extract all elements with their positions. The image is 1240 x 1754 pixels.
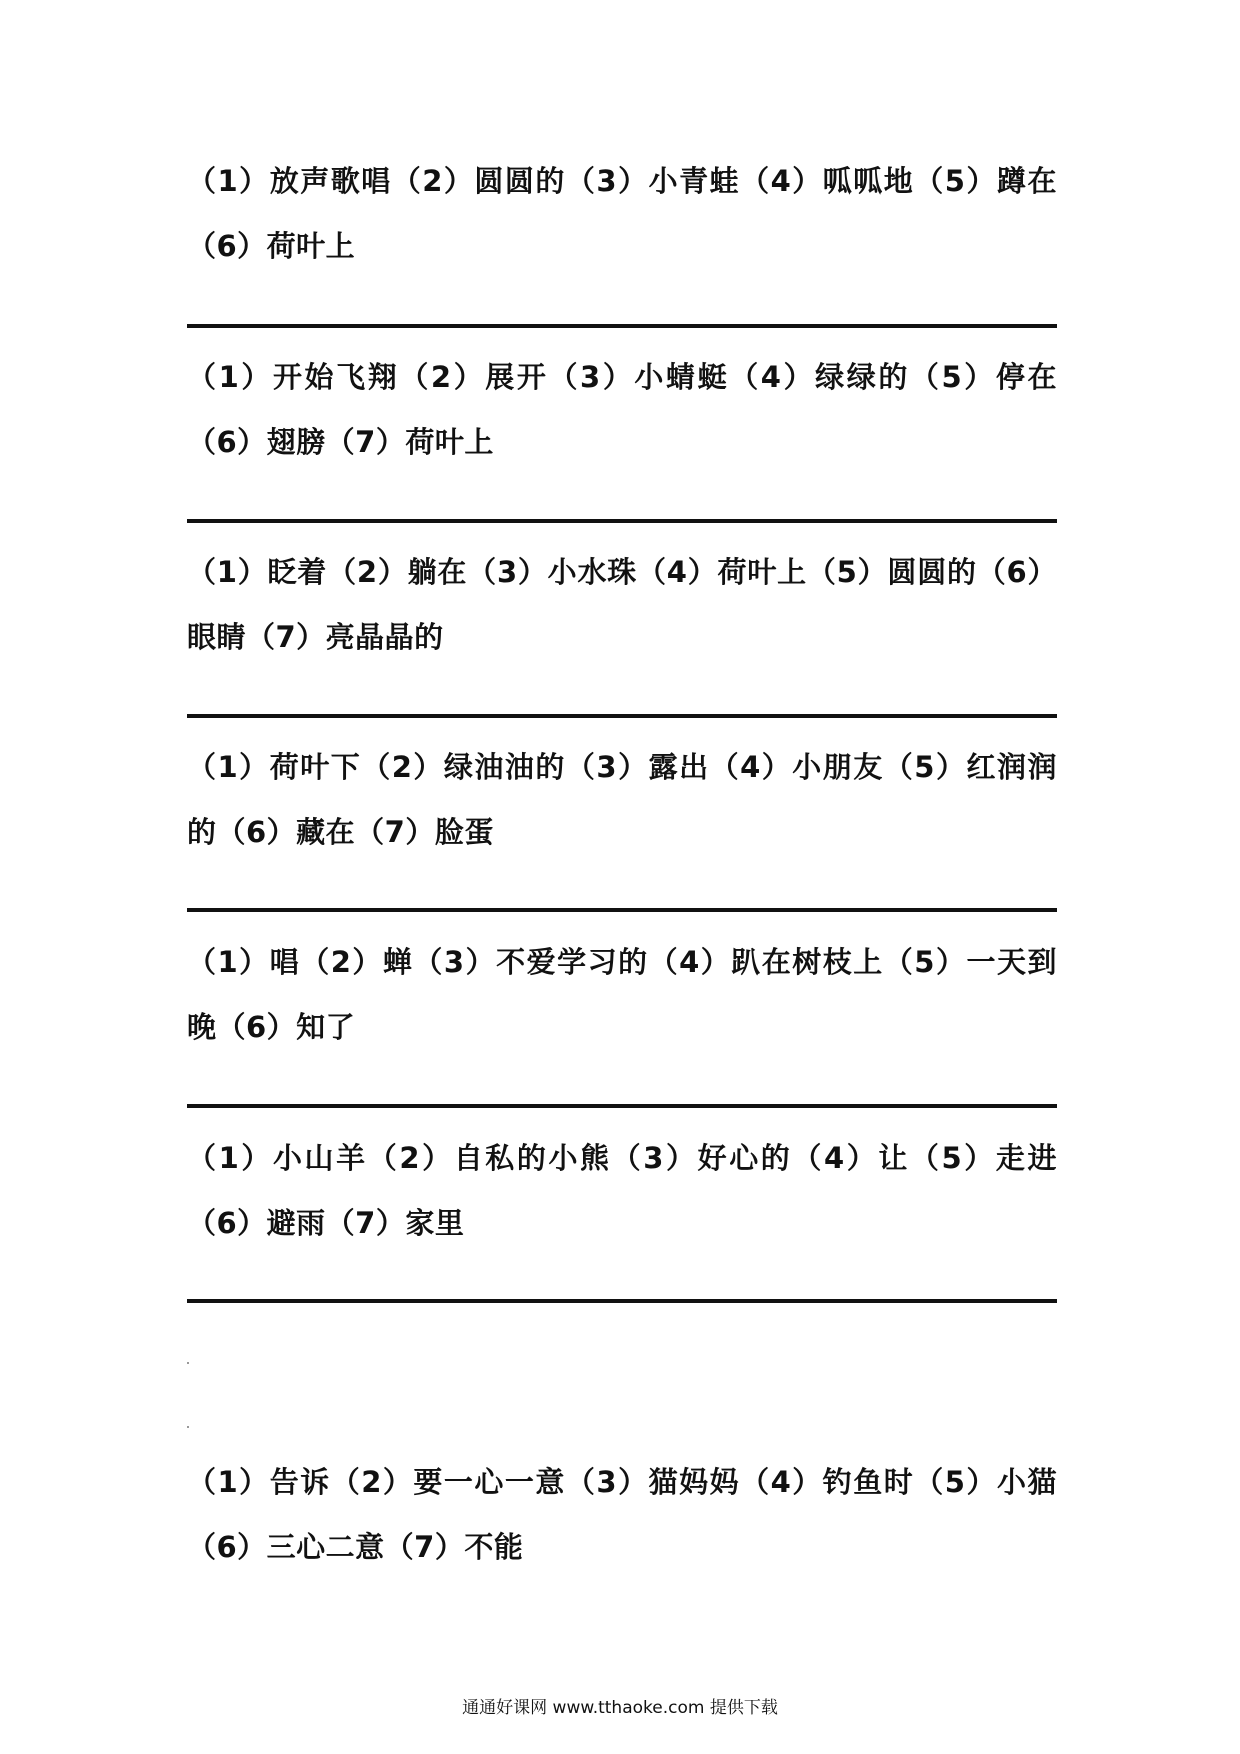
scan-speck <box>187 1362 189 1364</box>
answer-item-3: （1）眨着（2）躺在（3）小水珠（4）荷叶上（5）圆圆的（6）眼睛（7）亮晶晶的 <box>187 555 1057 654</box>
divider-line <box>187 1104 1057 1108</box>
scan-speck <box>187 1426 189 1428</box>
answer-item-1: （1）放声歌唱（2）圆圆的（3）小青蛙（4）呱呱地（5）蹲在（6）荷叶上 <box>187 164 1057 263</box>
answer-item-5: （1）唱（2）蝉（3）不爱学习的（4）趴在树枝上（5）一天到晚（6）知了 <box>187 945 1057 1044</box>
divider-line <box>187 324 1057 328</box>
answer-item-7: （1）告诉（2）要一心一意（3）猫妈妈（4）钓鱼时（5）小猫（6）三心二意（7）不能 <box>187 1465 1057 1564</box>
divider-line <box>187 519 1057 523</box>
answer-item-2: （1）开始飞翔（2）展开（3）小蜻蜓（4）绿绿的（5）停在（6）翅膀（7）荷叶上 <box>187 360 1057 459</box>
divider-line <box>187 908 1057 912</box>
answer-item-4: （1）荷叶下（2）绿油油的（3）露出（4）小朋友（5）红润润的（6）藏在（7）脸蛋 <box>187 750 1057 849</box>
footer-text: 通通好课网 www.tthaoke.com 提供下载 <box>462 1698 778 1718</box>
divider-line <box>187 1299 1057 1303</box>
divider-line <box>187 714 1057 718</box>
answer-item-6: （1）小山羊（2）自私的小熊（3）好心的（4）让（5）走进（6）避雨（7）家里 <box>187 1141 1057 1240</box>
